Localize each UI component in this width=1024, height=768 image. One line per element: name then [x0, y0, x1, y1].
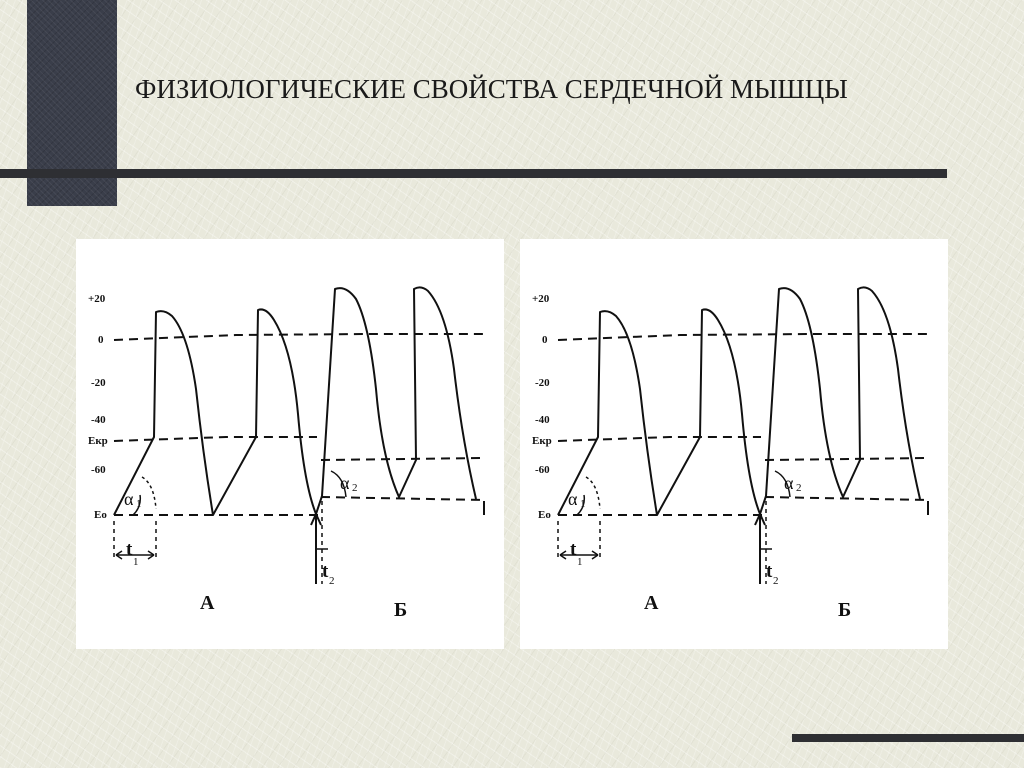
y-tick-minus20: -20 [91, 377, 106, 389]
svg-text:α: α [784, 473, 794, 493]
y-tick-eo: Ео [538, 509, 551, 521]
resting-line-b [321, 497, 484, 500]
svg-text:2: 2 [796, 482, 802, 494]
alpha1-label [568, 489, 586, 510]
svg-text:2: 2 [329, 575, 335, 587]
label-a: А [200, 592, 215, 614]
svg-text:1: 1 [580, 498, 586, 510]
svg-text:t: t [126, 539, 133, 560]
y-tick-plus20: +20 [88, 293, 106, 305]
alpha1-guide [586, 477, 600, 509]
label-b: Б [394, 599, 408, 621]
svg-text:α: α [124, 489, 134, 509]
zero-level-line [558, 334, 928, 340]
alpha2-label [340, 473, 358, 494]
label-a: А [644, 592, 659, 614]
y-tick-ekr: Екр [532, 435, 552, 447]
y-tick-0: 0 [98, 334, 104, 346]
y-tick-minus60: -60 [91, 464, 106, 476]
svg-text:1: 1 [133, 556, 139, 568]
threshold-line-a [114, 437, 316, 441]
slide-title: ФИЗИОЛОГИЧЕСКИЕ СВОЙСТВА СЕРДЕЧНОЙ МЫШЦЫ [135, 74, 848, 104]
svg-text:t: t [570, 539, 577, 560]
y-tick-plus20: +20 [532, 293, 550, 305]
threshold-line-a [558, 437, 760, 441]
y-tick-eo: Ео [94, 509, 107, 521]
y-tick-minus20: -20 [535, 377, 550, 389]
y-tick-minus40: -40 [91, 414, 106, 426]
threshold-line-b [321, 458, 484, 460]
t1-interval-marker [114, 521, 156, 561]
svg-text:t: t [322, 561, 329, 582]
y-tick-0: 0 [542, 334, 548, 346]
svg-text:1: 1 [136, 498, 142, 510]
svg-text:t: t [766, 561, 773, 582]
alpha1-label [124, 489, 142, 510]
y-axis-labels [88, 293, 108, 521]
svg-text:α: α [340, 473, 350, 493]
footer-divider [792, 734, 1024, 742]
t1-interval-marker [558, 521, 600, 561]
t1-label [126, 539, 139, 568]
diagram-panel-left [76, 239, 504, 649]
alpha2-label [784, 473, 802, 494]
t2-label [766, 561, 779, 587]
zero-level-line [114, 334, 484, 340]
label-b: Б [838, 599, 852, 621]
svg-text:2: 2 [773, 575, 779, 587]
header-divider [0, 169, 947, 178]
action-potential-diagram [520, 239, 948, 649]
action-potential-trace [558, 287, 920, 515]
t2-label [322, 561, 335, 587]
svg-text:α: α [568, 489, 578, 509]
diagram-panel-right [520, 239, 948, 649]
y-tick-minus60: -60 [535, 464, 550, 476]
y-tick-minus40: -40 [535, 414, 550, 426]
y-axis-labels [532, 293, 552, 521]
svg-text:1: 1 [577, 556, 583, 568]
svg-text:2: 2 [352, 482, 358, 494]
alpha1-guide [142, 477, 156, 509]
y-tick-ekr: Екр [88, 435, 108, 447]
action-potential-trace [114, 287, 476, 515]
t1-label [570, 539, 583, 568]
threshold-line-b [765, 458, 928, 460]
action-potential-diagram [76, 239, 504, 649]
resting-line-b [765, 497, 928, 500]
